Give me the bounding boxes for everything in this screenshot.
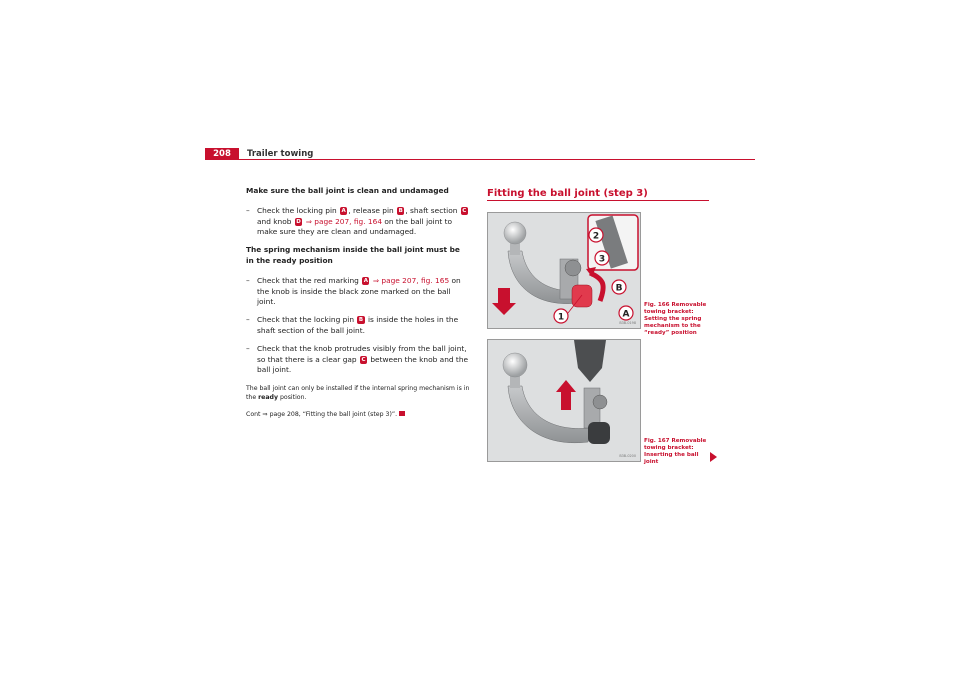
figure-code: B3B-0200	[619, 454, 636, 458]
left-column	[246, 186, 470, 422]
section-title: Fitting the ball joint (step 3)	[487, 188, 648, 199]
section-heading-spring: The spring mechanism inside the ball joint must be in the ready position	[246, 245, 460, 265]
continue-arrow-icon	[710, 452, 717, 462]
callout-3: 3	[598, 254, 606, 265]
callout-1: 1	[557, 312, 565, 323]
page-number: 208	[205, 148, 239, 160]
list-item: – Check the locking pin A , release pin B , shaft section C and knob D ⇒ page 207, fig. 164 on the ball joint to make sure they are clean and undamaged.	[246, 205, 467, 237]
list-item: – Check that the locking pin B is inside the holes in the shaft section of the ball joint.	[246, 315, 459, 335]
label-badge: B	[358, 317, 364, 324]
towing-bracket-spring-illustration	[488, 213, 640, 328]
callout-A: A	[622, 309, 630, 320]
figure-166	[487, 212, 641, 329]
dash: –	[246, 343, 250, 353]
end-square-icon	[399, 411, 405, 416]
list-item: – Check that the red marking A ⇒ page 207, fig. 165 on the knob is inside the black zone marked on the ball joint.	[246, 275, 461, 307]
header-rule	[239, 159, 755, 160]
dash: –	[246, 315, 250, 325]
continuation-note[interactable]: Cont ⇒ page 208, “Fitting the ball joint (step 3)”.	[246, 410, 470, 419]
section-heading-clean: Make sure the ball joint is clean and undamaged	[246, 186, 449, 195]
label-badge: C	[462, 207, 467, 214]
label-badge: C	[361, 356, 366, 363]
label-badge: D	[296, 218, 301, 225]
dash: –	[246, 205, 250, 215]
label-badge: A	[341, 207, 346, 214]
page-reference-link[interactable]: ⇒ page 207, fig. 164	[303, 216, 383, 226]
figure-167	[487, 339, 641, 462]
page-header	[205, 148, 755, 160]
towing-bracket-insert-illustration	[488, 340, 640, 461]
callout-2: 2	[592, 231, 600, 242]
label-badge: A	[363, 277, 368, 284]
label-badge: B	[398, 207, 403, 214]
chapter-title: Trailer towing	[247, 149, 314, 159]
figure-167-caption: Fig. 167 Removable towing bracket: Inserting the ball joint	[644, 438, 707, 465]
note-text: The ball joint can only be installed if the internal spring mechanism is in the ready position.	[246, 385, 470, 402]
page-reference-link[interactable]: ⇒ page 207, fig. 165	[370, 275, 450, 285]
dash: –	[246, 275, 250, 285]
list-item: – Check that the knob protrudes visibly from the ball joint, so that there is a clear gap C between the knob and the ball joint.	[246, 343, 469, 375]
figure-166-caption: Fig. 166 Removable towing bracket: Setting the spring mechanism to the “ready” position	[644, 302, 707, 336]
figure-code: B3B-0198	[619, 321, 636, 325]
section-rule	[487, 200, 709, 201]
callout-B: B	[615, 283, 623, 294]
